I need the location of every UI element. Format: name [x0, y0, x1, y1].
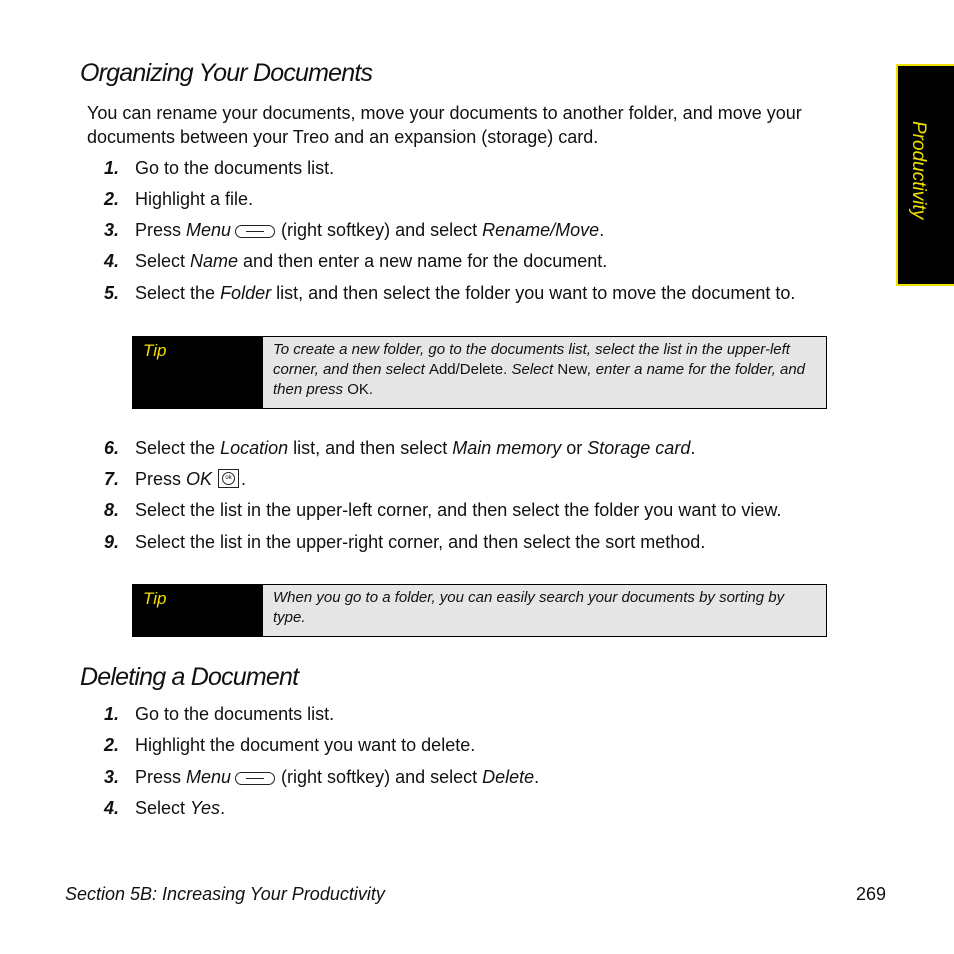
menu-softkey-icon [235, 772, 275, 785]
delete-step-1: 1. Go to the documents list. [104, 704, 335, 724]
delete-step-3: 3. Press Menu (right softkey) and select Delete. [104, 767, 540, 787]
delete-step-2: 2. Highlight the document you want to delete. [104, 735, 476, 755]
step-3: 3. Press Menu (right softkey) and select Rename/Move. [104, 220, 605, 240]
tip-label: Tip [133, 337, 263, 408]
ok-key-icon: ok [218, 469, 239, 488]
step-9: 9. Select the list in the upper-right corner, and then select the sort method. [104, 532, 706, 552]
page-number: 269 [856, 884, 887, 904]
footer-section: Section 5B: Increasing Your Productivity [65, 884, 385, 904]
delete-step-4: 4. Select Yes. [104, 798, 226, 818]
tip-text: To create a new folder, go to the documents list, select the list in the upper-left corner, and then select Add/Delete. Select New, enter a name for the folder, and then press OK. [263, 337, 826, 408]
step-4: 4. Select Name and then enter a new name for the document. [104, 251, 608, 271]
menu-softkey-icon [235, 225, 275, 238]
step-2: 2. Highlight a file. [104, 189, 254, 209]
tip-box-2 [132, 584, 827, 637]
section-title-organizing: Organizing Your Documents [80, 59, 373, 87]
step-5: 5. Select the Folder list, and then select the folder you want to move the document to. [104, 283, 796, 303]
step-8: 8. Select the list in the upper-left corner, and then select the folder you want to view. [104, 500, 782, 520]
intro-paragraph: You can rename your documents, move your documents to another folder, and move your documents between your Treo and an expansion (storage) card. [87, 103, 802, 147]
tip-box-1 [132, 336, 827, 409]
side-tab-label: Productivity [908, 121, 929, 220]
section-title-deleting: Deleting a Document [80, 663, 299, 691]
step-1: 1. Go to the documents list. [104, 158, 335, 178]
tip-text: When you go to a folder, you can easily search your documents by sorting by type. [263, 585, 826, 636]
step-6: 6. Select the Location list, and then select Main memory or Storage card. [104, 438, 696, 458]
tip-label: Tip [133, 585, 263, 636]
step-7: 7. Press OK ok . [104, 469, 247, 489]
